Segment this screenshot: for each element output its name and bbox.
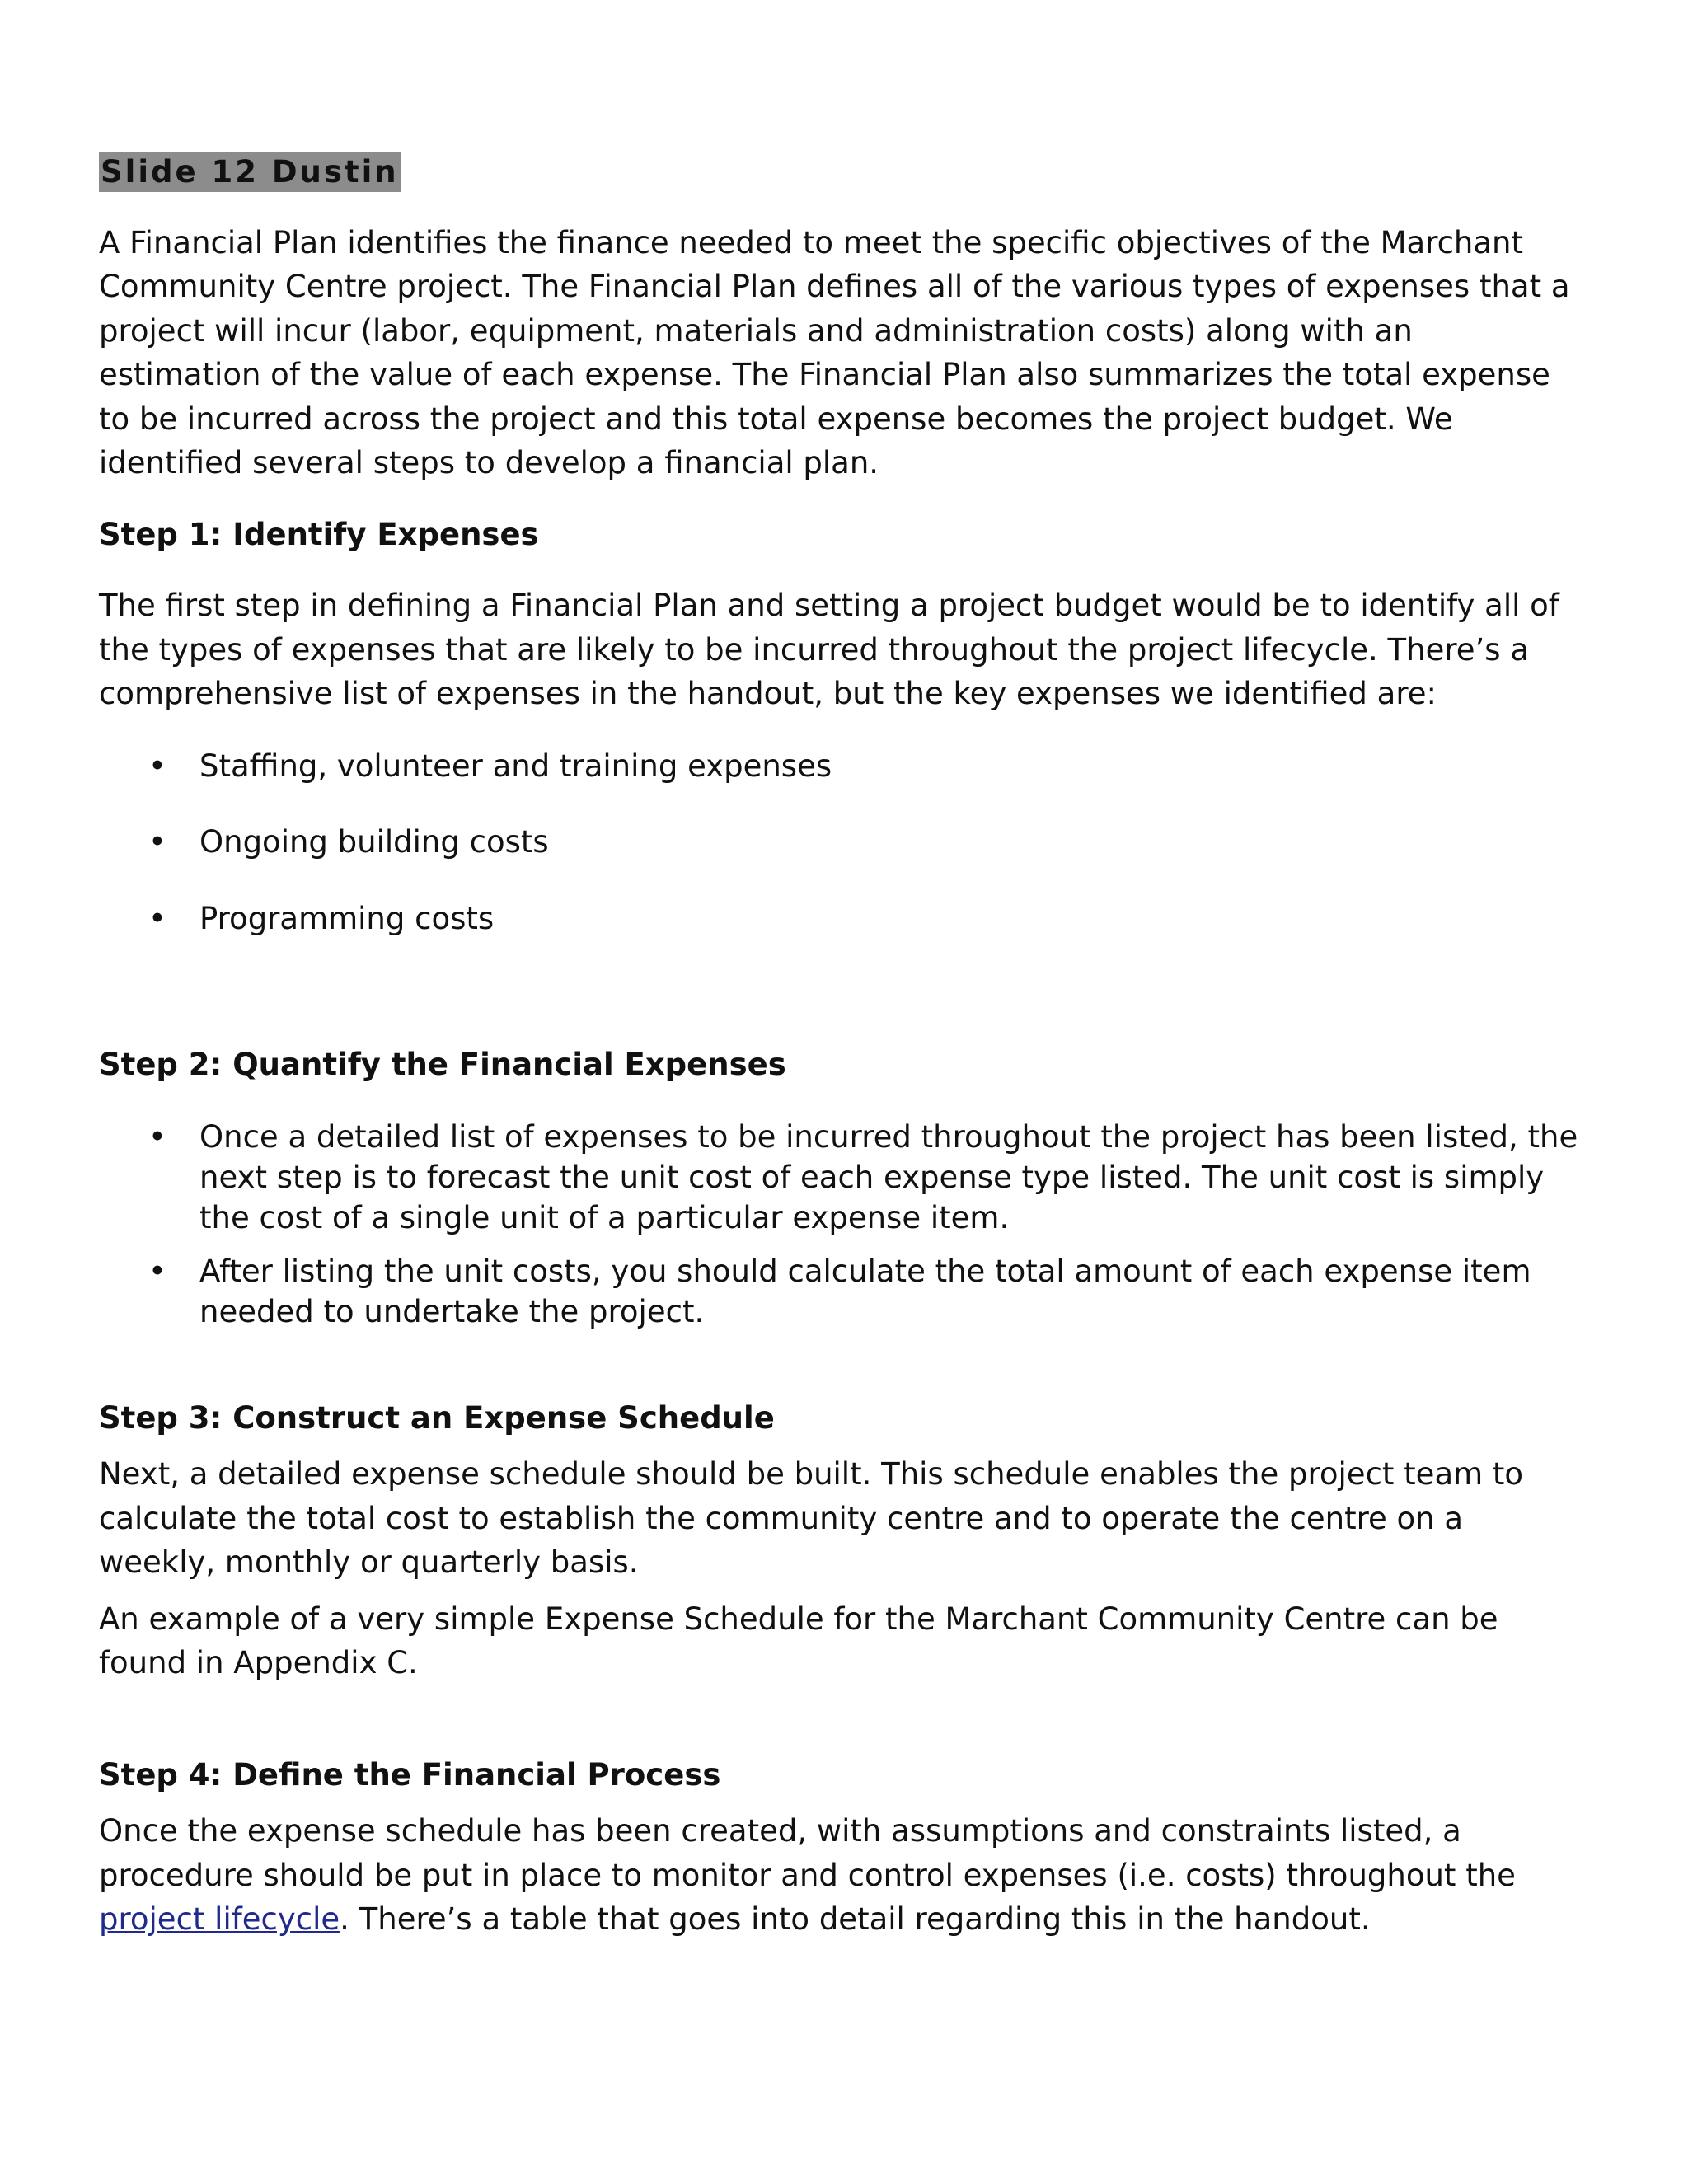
step3-paragraph: Next, a detailed expense schedule should be built. This schedule enables the project team to calculate the total cost to establish the community centre and to operate the centre on a weekly, monthly or quarterly basis.: [99, 1456, 1524, 1580]
step1-heading: Step 1: Identify Expenses: [99, 516, 539, 552]
slide-label: Slide 12 Dustin: [99, 152, 401, 192]
project-lifecycle-link[interactable]: project lifecycle: [99, 1901, 340, 1937]
list-item: • Programming costs: [99, 897, 1582, 941]
document-page: [99, 148, 1582, 1942]
step1-paragraph: The first step in defining a Financial Plan and setting a project budget would be to identify all of the types of expenses that are likely to be incurred throughout the project lifecycle. There’s a comprehensive list of expenses in the handout, but the key expenses we identified are:: [99, 588, 1559, 711]
step4-text-before-link: Once the expense schedule has been created, with assumptions and constraints listed, a procedure should be put in place to monitor and control expenses (i.e. costs) throughout the: [99, 1813, 1516, 1893]
step3-paragraph-example: An example of a very simple Expense Schedule for the Marchant Community Centre can be found in Appendix C.: [99, 1601, 1498, 1680]
step4-text-after-link: . There’s a table that goes into detail regarding this in the handout.: [340, 1901, 1371, 1937]
list-item: • Once a detailed list of expenses to be incurred throughout the project has been listed, the next step is to forecast the unit cost of each expense type listed. The unit cost is simply the cost of a single unit of a particular expense item.: [99, 1117, 1582, 1238]
step1-bullet-list: [99, 744, 1582, 941]
step4-heading: Step 4: Define the Financial Process: [99, 1756, 721, 1793]
step2-heading: Step 2: Quantify the Financial Expenses: [99, 1047, 786, 1082]
list-item: • Ongoing building costs: [99, 820, 1582, 865]
step4-paragraph: [99, 1809, 1582, 1942]
step2-bullet-list: [99, 1117, 1582, 1332]
step3-heading: Step 3: Construct an Expense Schedule: [99, 1399, 775, 1436]
intro-paragraph: A Financial Plan identifies the finance needed to meet the specific objectives of the Marchant Community Centre project. The Financial Plan defines all of the various types of expenses that a project will incur (labor, equipment, materials and administration costs) along with an estimation of the value of each expense. The Financial Plan also summarizes the total expense to be incurred across the project and this total expense becomes the project budget. We identified several steps to develop a financial plan.: [99, 224, 1570, 480]
list-item: • After listing the unit costs, you should calculate the total amount of each expense item needed to undertake the project.: [99, 1251, 1582, 1332]
list-item: • Staffing, volunteer and training expenses: [99, 744, 1582, 789]
